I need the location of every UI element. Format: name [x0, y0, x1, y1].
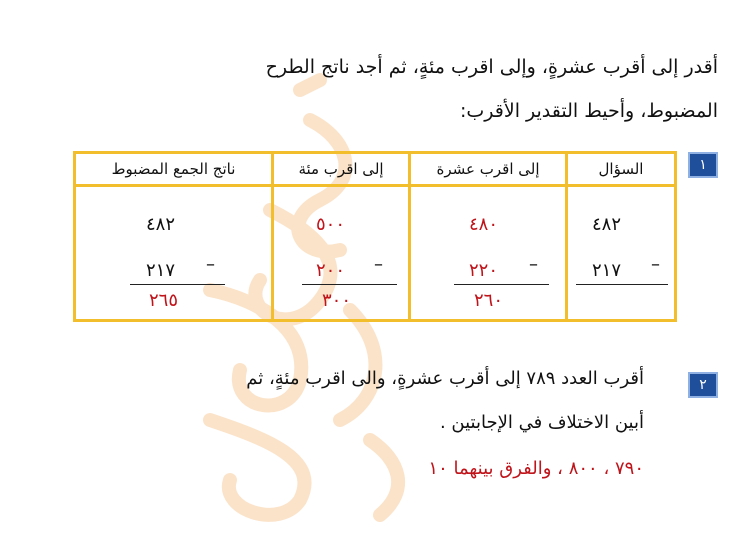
exact-top-number: ٤٨٢: [146, 214, 176, 235]
subtraction-line: [576, 284, 668, 285]
subtraction-line: [302, 284, 397, 285]
hundred-result: ٣٠٠: [322, 290, 352, 311]
subtraction-line: [454, 284, 549, 285]
minus-sign: –: [374, 254, 383, 275]
minus-sign: –: [206, 254, 215, 275]
instruction-line-2: المضبوط، وأحيط التقدير الأقرب:: [460, 100, 718, 122]
question-2-answer: ٧٩٠ ، ٨٠٠ ، والفرق بينهما ١٠: [428, 458, 644, 479]
question-1-badge: ١: [688, 152, 718, 178]
question-2-line-2: أبين الاختلاف في الإجابتين .: [439, 412, 644, 433]
header-question: السؤال: [598, 160, 644, 178]
minus-sign: –: [651, 254, 660, 275]
hundred-bottom-number: ٢٠٠: [316, 260, 346, 281]
table-header-divider: [76, 184, 674, 187]
header-nearest-hundred: إلى اقرب مئة: [298, 160, 384, 178]
ten-top-number: ٤٨٠: [469, 214, 499, 235]
header-nearest-ten: إلى اقرب عشرة: [436, 160, 540, 178]
question-bottom-number: ٢١٧: [592, 260, 622, 281]
header-exact: ناتج الجمع المضبوط: [111, 160, 236, 178]
exact-result: ٢٦٥: [149, 290, 179, 311]
minus-sign: –: [529, 254, 538, 275]
question-top-number: ٤٨٢: [592, 214, 622, 235]
hundred-top-number: ٥٠٠: [316, 214, 346, 235]
subtraction-line: [130, 284, 225, 285]
ten-result: ٢٦٠: [474, 290, 504, 311]
exact-bottom-number: ٢١٧: [146, 260, 176, 281]
ten-bottom-number: ٢٢٠: [469, 260, 499, 281]
estimation-table: [73, 151, 677, 322]
question-2-badge: ٢: [688, 372, 718, 398]
instruction-line-1: أقدر إلى أقرب عشرةٍ، وإلى اقرب مئةٍ، ثم أجد ناتج الطرح: [265, 56, 718, 78]
question-2-line-1: أقرب العدد ٧٨٩ إلى أقرب عشرةٍ، والى اقرب مئةٍ، ثم: [246, 368, 644, 389]
